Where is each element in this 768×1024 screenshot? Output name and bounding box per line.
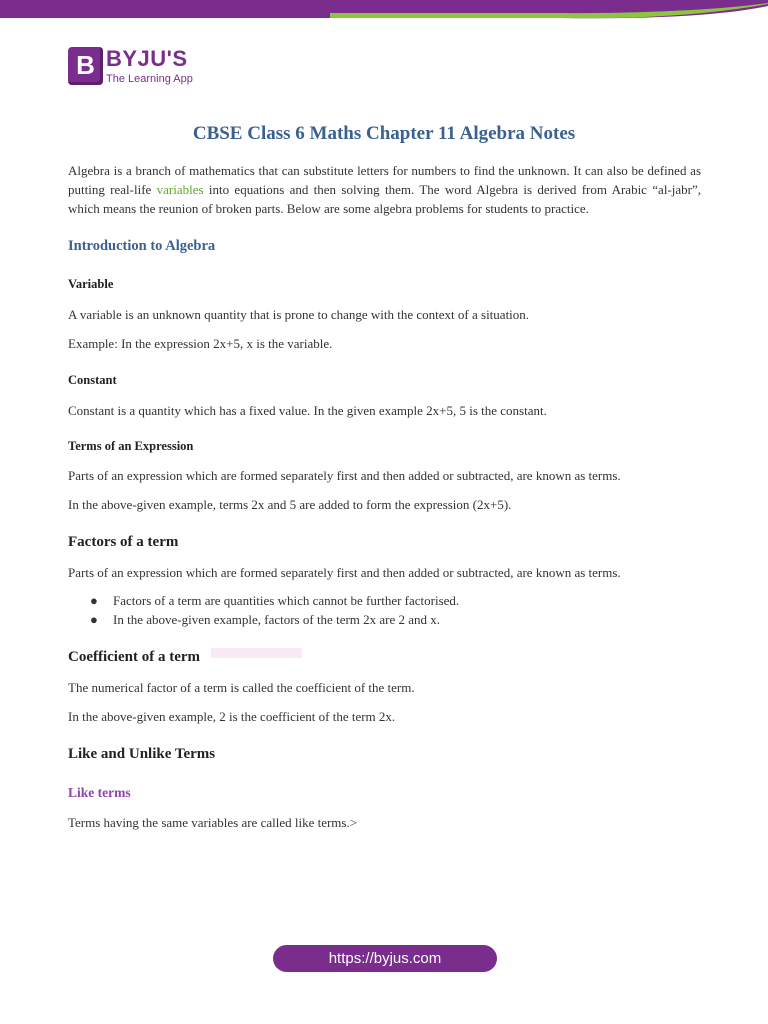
list-item xyxy=(68,610,701,629)
coefficient-heading: Coefficient of a term xyxy=(68,649,201,665)
coefficient-example: In the above-given example, 2 is the coefficient of the term 2x. xyxy=(68,709,396,724)
coefficient-definition: The numerical factor of a term is called the coefficient of the term. xyxy=(68,680,415,695)
page-title: CBSE Class 6 Maths Chapter 11 Algebra Notes xyxy=(192,123,576,144)
footer-url-button[interactable]: https://byjus.com xyxy=(273,945,497,972)
constant-heading: Constant xyxy=(68,373,117,387)
logo-tagline: The Learning App xyxy=(106,73,193,85)
like-unlike-heading: Like and Unlike Terms xyxy=(68,746,216,762)
like-terms-heading: Like terms xyxy=(68,785,131,800)
terms-definition: Parts of an expression which are formed separately first and then added or subtracted, are known as terms. xyxy=(68,468,621,483)
document-body xyxy=(68,161,701,832)
bullet-icon: ● xyxy=(90,593,98,608)
variable-example: Example: In the expression 2x+5, x is the variable. xyxy=(68,336,333,351)
faint-highlight-mark xyxy=(211,648,302,658)
variables-link[interactable]: variables xyxy=(156,182,204,197)
list-item-text: Factors of a term are quantities which cannot be further factorised. xyxy=(113,593,460,608)
list-item xyxy=(68,591,701,610)
terms-example: In the above-given example, terms 2x and 5 are added to form the expression (2x+5). xyxy=(68,497,512,512)
section-heading-intro: Introduction to Algebra xyxy=(68,238,216,254)
factors-definition: Parts of an expression which are formed separately first and then added or subtracted, are known as terms. xyxy=(68,565,621,580)
variable-definition: A variable is an unknown quantity that is prone to change with the context of a situation. xyxy=(68,307,530,322)
logo-letter: B xyxy=(76,50,95,80)
top-decorative-banner xyxy=(0,0,768,20)
byjus-logo[interactable] xyxy=(68,46,193,85)
factors-heading: Factors of a term xyxy=(68,534,179,550)
variable-heading: Variable xyxy=(68,277,114,291)
bullet-icon: ● xyxy=(90,612,98,627)
banner-stripes xyxy=(0,0,768,20)
like-terms-definition: Terms having the same variables are called like terms.> xyxy=(68,815,358,830)
intro-paragraph xyxy=(68,161,701,218)
intro-text-start: Algebra is a branch of mathematics that can substitute letters for numbers to find the unknown. It can also be defined as putting real-life xyxy=(68,163,701,197)
list-item-text: In the above-given example, factors of the term 2x are 2 and x. xyxy=(113,612,441,627)
constant-definition: Constant is a quantity which has a fixed value. In the given example 2x+5, 5 is the constant. xyxy=(68,403,547,418)
intro-text-end: into equations and then solving them. The word Algebra is derived from Arabic “al-jabr”, which means the reunion of broken parts. Below are some algebra problems for students to practice. xyxy=(68,182,701,216)
terms-heading: Terms of an Expression xyxy=(68,439,194,453)
logo-badge xyxy=(68,47,103,85)
factors-list xyxy=(68,591,701,629)
logo-brand-name: BYJU'S xyxy=(106,46,188,71)
